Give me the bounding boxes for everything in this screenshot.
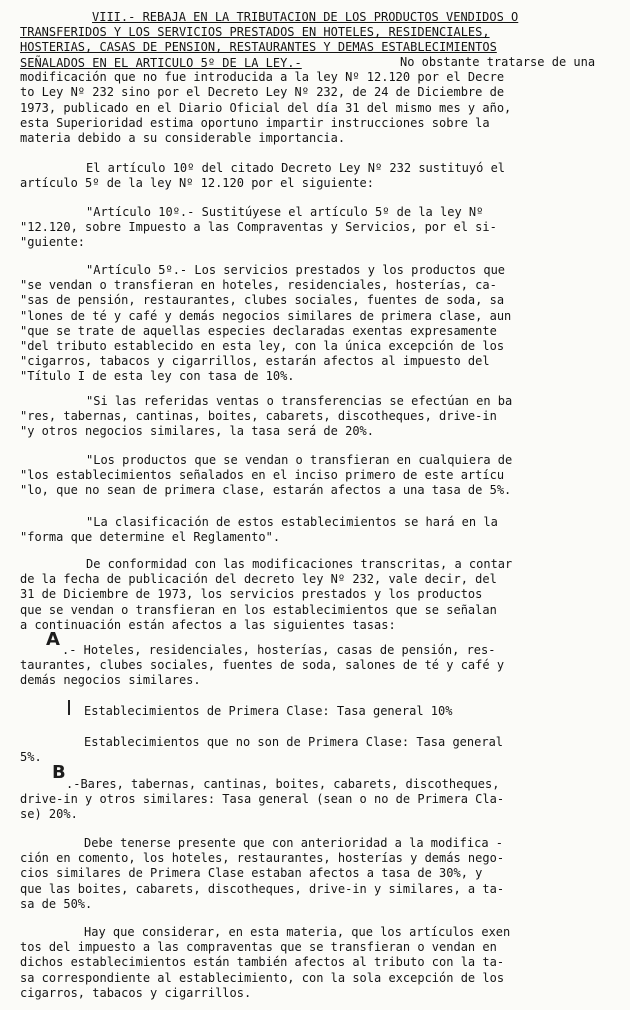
margin-mark (68, 700, 70, 715)
item-a-paragraph (20, 643, 504, 689)
rate-paragraph (20, 735, 503, 765)
paragraph (20, 161, 505, 191)
text-line: No obstante tratarse de una (400, 55, 596, 69)
text-line: "guiente: (20, 235, 86, 250)
text-line: "Si las referidas ventas o transferencias se efectúan en ba (86, 394, 513, 408)
text-line: .- Hoteles, residenciales, hosterías, casas de pensión, res- (62, 643, 496, 657)
text-line: modificación que no fue introducida a la ley Nº 12.120 por el Decre (20, 70, 505, 85)
text-line: que se vendan o transfieran en los establecimientos que se señalan (20, 602, 497, 617)
item-b-paragraph (20, 777, 504, 823)
text-line: El artículo 10º del citado Decreto Ley Nº 232 sustituyó el (86, 161, 506, 175)
text-line: 1973, publicado en el Diario Oficial del día 31 del mismo mes y año, (20, 100, 512, 115)
text-line: artículo 5º de la ley Nº 12.120 por el siguiente: (20, 176, 375, 191)
text-line: Hay que considerar, en esta materia, que los artículos exen (84, 925, 511, 939)
text-line: "se vendan o transfieran en hoteles, residenciales, hosterías, ca- (20, 278, 497, 293)
text-line: esta Superioridad estima oportuno impartir instrucciones sobre la (20, 115, 490, 130)
quoted-paragraph (20, 394, 512, 440)
text-line: "cigarros, tabacos y cigarrillos, estarán afectos al impuesto del (20, 354, 490, 369)
text-line: que las boites, cabarets, discotheques, drive-in y similares, a ta- (20, 881, 505, 896)
text-line: demás negocios similares. (20, 673, 201, 688)
text-line: ción en comento, los hoteles, restaurantes, hosterías y demás nego- (20, 851, 505, 866)
intro-paragraph (20, 55, 595, 146)
quoted-paragraph (20, 515, 498, 545)
paragraph (20, 925, 510, 1001)
text-line: "los establecimientos señalados en el inciso primero de este artícu (20, 468, 505, 483)
text-line: .-Bares, tabernas, cantinas, boites, cabarets, discotheques, (66, 777, 500, 791)
text-line: "12.120, sobre Impuesto a las Compraventas y Servicios, por el si- (20, 220, 497, 235)
text-line: "y otros negocios similares, la tasa será de 20%. (20, 424, 375, 439)
text-line: to Ley Nº 232 sino por el Decreto Ley Nº 232, de 24 de Diciembre de (20, 85, 505, 100)
title-line: VIII.- REBAJA EN LA TRIBUTACION DE LOS PRODUCTOS VENDIDOS O (92, 10, 519, 24)
text-line: sa de 50%. (20, 896, 93, 911)
item-b-marker: B (52, 762, 66, 783)
paragraph (20, 557, 512, 633)
text-line: se) 20%. (20, 807, 78, 822)
text-line: sa correspondiente al establecimiento, con la sola excepción de los (20, 970, 505, 985)
text-line: "Título I de esta ley con tasa de 10%. (20, 369, 295, 384)
text-line: "Artículo 10º.- Sustitúyese el artículo 5º de la ley Nº (86, 205, 484, 219)
rate-line (84, 704, 452, 719)
text-line: de la fecha de publicación del decreto ley Nº 232, vale decir, del (20, 572, 497, 587)
text-line: "forma que determine el Reglamento". (20, 530, 281, 545)
text-line: "Los productos que se vendan o transfieran en cualquiera de (86, 453, 513, 467)
title-line: HOSTERIAS, CASAS DE PENSION, RESTAURANTES Y DEMAS ESTABLECIMIENTOS (20, 40, 497, 55)
text-line: Debe tenerse presente que con anterioridad a la modifica - (84, 836, 504, 850)
text-line: "Artículo 5º.- Los servicios prestados y los productos que (86, 263, 506, 277)
text-line: "que se trate de aquellas especies declaradas exentas expresamente (20, 323, 497, 338)
title-line: TRANSFERIDOS Y LOS SERVICIOS PRESTADOS EN HOTELES, RESIDENCIALES, (20, 25, 490, 40)
text-line: "res, tabernas, cantinas, boites, cabarets, discotheques, drive-in (20, 409, 497, 424)
quoted-paragraph (20, 205, 497, 251)
text-line: "lo, que no sean de primera clase, estarán afectos a una tasa de 5%. (20, 483, 512, 498)
text-line: "del tributo establecido en esta ley, con la única excepción de los (20, 339, 505, 354)
text-line: Establecimientos de Primera Clase: Tasa general 10% (84, 704, 453, 718)
text-line: dichos establecimientos están también afectos al tributo con la ta- (20, 955, 505, 970)
paragraph (20, 836, 504, 912)
text-line: "lones de té y café y demás negocios similares de primera clase, aun (20, 308, 512, 323)
text-line: Establecimientos que no son de Primera Clase: Tasa general (84, 735, 504, 749)
item-a-marker: A (46, 629, 60, 650)
text-line: materia debido a su considerable importancia. (20, 131, 346, 146)
text-line: a continuación están afectos a las siguientes tasas: (20, 617, 396, 632)
title-line: SEÑALADOS EN EL ARTICULO 5º DE LA LEY.- (20, 55, 302, 70)
text-line: cios similares de Primera Clase estaban afectos a tasa de 30%, y (20, 866, 483, 881)
text-line: "sas de pensión, restaurantes, clubes sociales, fuentes de soda, sa (20, 293, 505, 308)
text-line: De conformidad con las modificaciones transcritas, a contar (86, 557, 513, 571)
text-line: 31 de Diciembre de 1973, los servicios prestados y los productos (20, 587, 483, 602)
text-line: tos del impuesto a las compraventas que se transfieran o vendan en (20, 940, 497, 955)
text-line: 5%. (20, 750, 42, 765)
text-line: "La clasificación de estos establecimientos se hará en la (86, 515, 498, 529)
text-line: cigarros, tabacos y cigarrillos. (20, 985, 252, 1000)
text-line: taurantes, clubes sociales, fuentes de soda, salones de té y café y (20, 658, 505, 673)
text-line: drive-in y otros similares: Tasa general (sean o no de Primera Cla- (20, 792, 505, 807)
quoted-paragraph (20, 263, 511, 385)
quoted-paragraph (20, 453, 512, 499)
